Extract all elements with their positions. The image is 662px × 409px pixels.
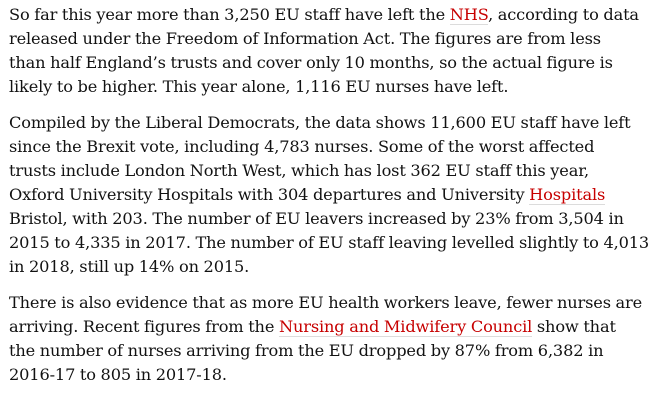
text-line: Bristol, with 203. The number of EU leavers increased by 23% from 3,504 in (9, 209, 624, 228)
text-line: 2015 to 4,335 in 2017. The number of EU staff leaving levelled slightly to 4,013 (9, 233, 650, 252)
text-line: Compiled by the Liberal Democrats, the data shows 11,600 EU staff have left (9, 113, 631, 132)
text-line: in 2018, still up 14% on 2015. (9, 257, 250, 276)
nhs-link[interactable]: NHS (449, 5, 489, 24)
paragraph-nurses-arriving (9, 291, 659, 387)
paragraph-nhs-staff (9, 3, 659, 99)
text-line: the number of nurses arriving from the EU dropped by 87% from 6,382 in (9, 341, 604, 360)
text-line: Oxford University Hospitals with 304 departures and University Hospitals (9, 185, 606, 204)
article-body (9, 3, 659, 399)
text-line: arriving. Recent figures from the Nursing and Midwifery Council show that (9, 317, 616, 336)
text-line: since the Brexit vote, including 4,783 nurses. Some of the worst affected (9, 137, 595, 156)
text-line: than half England’s trusts and cover only 10 months, so the actual figure is (9, 53, 613, 72)
nursing-midwifery-council-link[interactable]: Nursing and Midwifery Council (278, 317, 533, 336)
text-line: likely to be higher. This year alone, 1,116 EU nurses have left. (9, 77, 509, 96)
text-line: 2016-17 to 805 in 2017-18. (9, 365, 227, 384)
text-line: So far this year more than 3,250 EU staff have left the NHS, according to data (9, 5, 639, 24)
paragraph-lib-dem-data (9, 111, 659, 279)
text-line: released under the Freedom of Information Act. The figures are from less (9, 29, 601, 48)
hospitals-link[interactable]: Hospitals (529, 185, 606, 204)
text-line: trusts include London North West, which has lost 362 EU staff this year, (9, 161, 589, 180)
text-line: There is also evidence that as more EU health workers leave, fewer nurses are (9, 293, 643, 312)
